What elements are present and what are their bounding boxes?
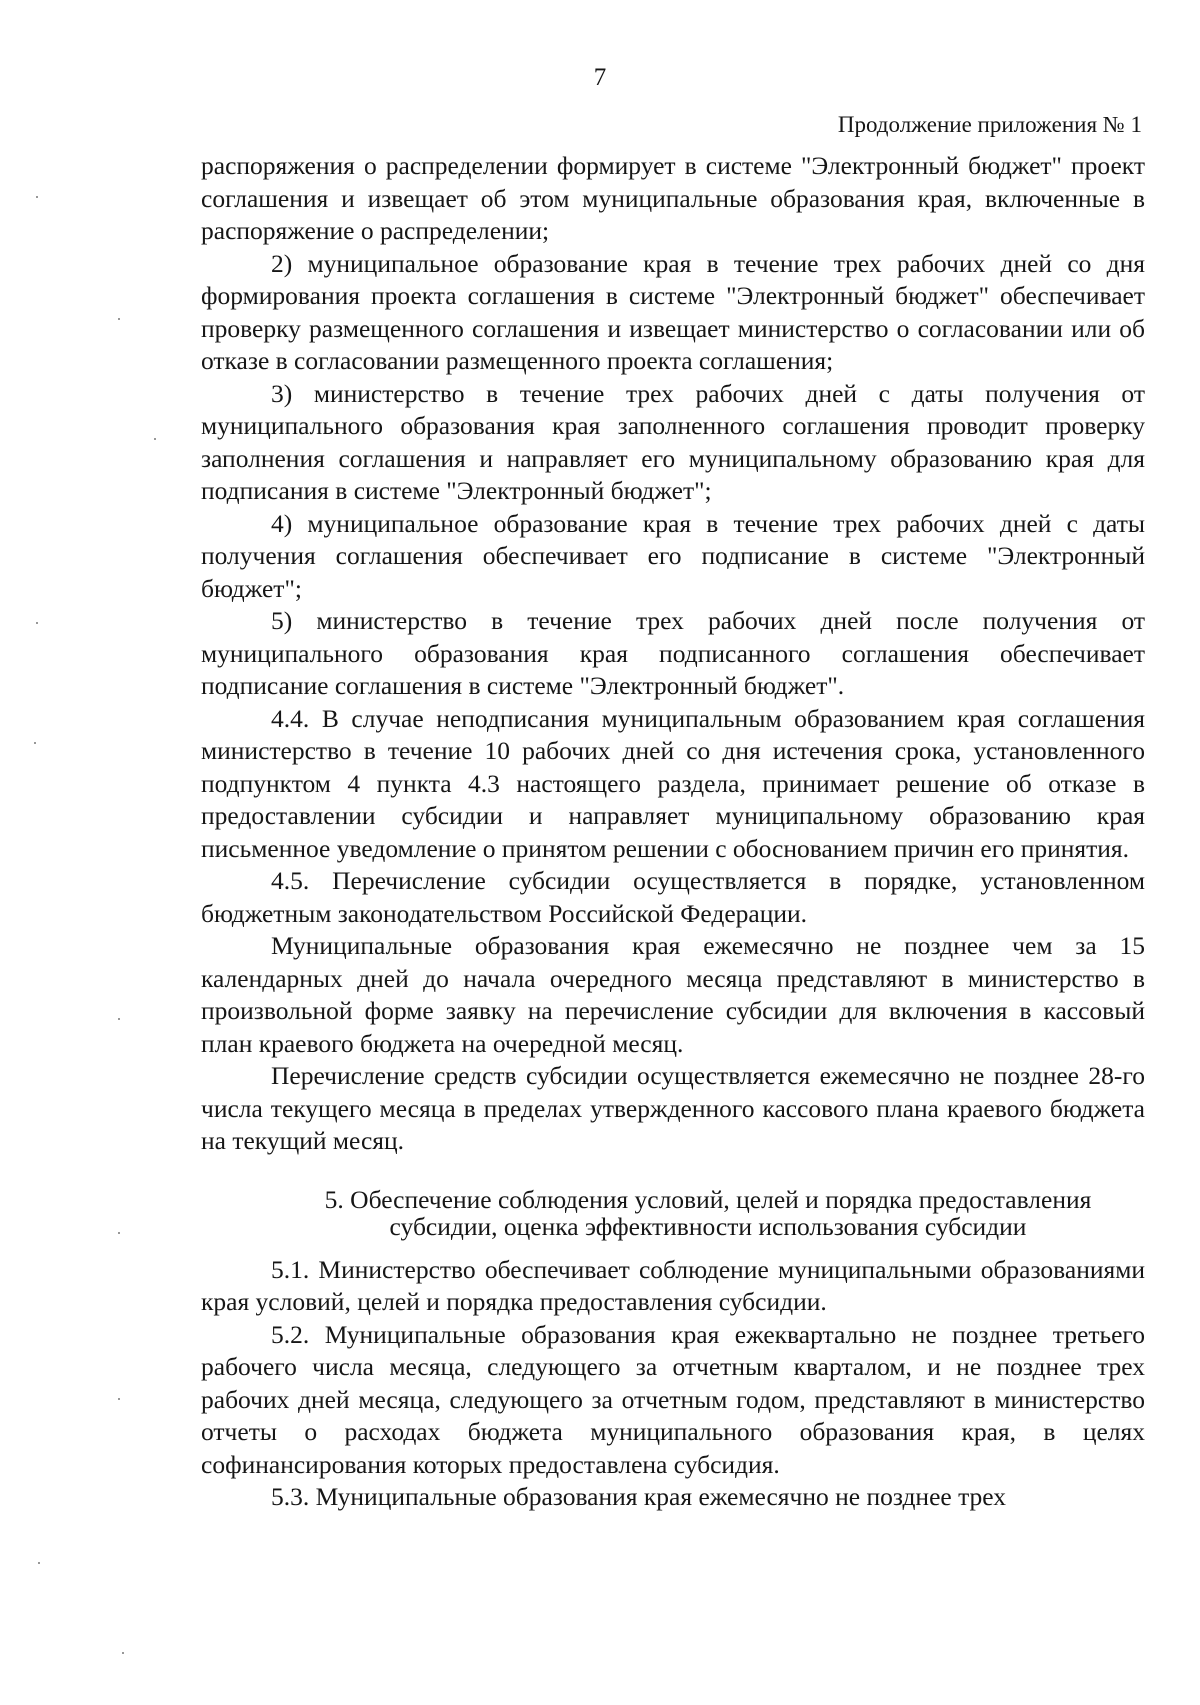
paragraph-item-2: 2) муниципальное образование края в течение трех рабочих дней со дня формирования проекта соглашения в системе "Электронный бюджет" обеспечивает проверку размещенного соглашения и извещает министерство о согласовании или об отказе в согласовании размещенного проекта соглашения; bbox=[201, 248, 1145, 375]
paragraph-4-4: 4.4. В случае неподписания муниципальным образованием края соглашения министерство в течение 10 рабочих дней со дня истечения срока, установленного подпунктом 4 пункта 4.3 настоящего раздела, принимает решение об отказе в предоставлении субсидии и направляет муниципальному образованию края письменное уведомление о принятом решении с обоснованием причин его принятия. bbox=[201, 703, 1145, 863]
scan-speck bbox=[34, 742, 36, 744]
page-number: 7 bbox=[593, 64, 607, 91]
document-body bbox=[201, 150, 1145, 1514]
paragraph-item-4: 4) муниципальное образование края в течение трех рабочих дней с даты получения соглашения обеспечивает его подписание в системе "Электронный бюджет"; bbox=[201, 508, 1145, 603]
scan-speck bbox=[118, 1398, 120, 1400]
paragraph-item-5: 5) министерство в течение трех рабочих дней после получения от муниципального образования края подписанного соглашения обеспечивает подписание соглашения в системе "Электронный бюджет". bbox=[201, 606, 1145, 700]
scan-speck bbox=[36, 622, 38, 624]
scan-speck bbox=[118, 318, 120, 320]
paragraph-5-3: 5.3. Муниципальные образования края ежемесячно не позднее трех bbox=[271, 1482, 1007, 1511]
paragraph-item-3: 3) министерство в течение трех рабочих дней с даты получения от муниципального образования края заполненного соглашения проводит проверку заполнения соглашения и направляет его муниципальному образованию края для подписания в системе "Электронный бюджет"; bbox=[201, 378, 1145, 505]
section-heading-line-2: субсидии, оценка эффективности использования субсидии bbox=[389, 1211, 1027, 1241]
scan-speck bbox=[118, 1018, 120, 1020]
paragraph-4-5: 4.5. Перечисление субсидии осуществляется в порядке, установленном бюджетным законодательством Российской Федерации. bbox=[201, 866, 1145, 928]
appendix-continuation-label: Продолжение приложения № 1 bbox=[837, 112, 1142, 137]
paragraph-transfer: Перечисление средств субсидии осуществляется ежемесячно не позднее 28-го числа текущего месяца в пределах утвержденного кассового плана краевого бюджета на текущий месяц. bbox=[201, 1061, 1145, 1155]
paragraph-continued: распоряжения о распределении формирует в системе "Электронный бюджет" проект соглашения и извещает об этом муниципальные образования края, включенные в распоряжение о распределении; bbox=[201, 151, 1145, 245]
section-heading-line-1: 5. Обеспечение соблюдения условий, целей и порядка предоставления bbox=[324, 1184, 1092, 1214]
scan-speck bbox=[122, 1652, 124, 1654]
scan-speck bbox=[36, 196, 38, 198]
paragraph-monthly-request: Муниципальные образования края ежемесячно не позднее чем за 15 календарных дней до начала очередного месяца представляют в министерство в произвольной форме заявку на перечисление субсидии для включения в кассовый план краевого бюджета на очередной месяц. bbox=[201, 931, 1145, 1058]
section-5-heading bbox=[201, 1186, 1145, 1240]
scan-speck bbox=[38, 1562, 40, 1564]
scan-speck bbox=[118, 1232, 120, 1234]
scan-speck bbox=[154, 438, 156, 440]
paragraph-5-1: 5.1. Министерство обеспечивает соблюдение муниципальными образованиями края условий, целей и порядка предоставления субсидии. bbox=[201, 1254, 1145, 1316]
paragraph-5-2: 5.2. Муниципальные образования края ежеквартально не позднее третьего рабочего числа месяца, следующего за отчетным кварталом, и не позднее трех рабочих дней месяца, следующего за отчетным годом, представляют в министерство отчеты о расходах бюджета муниципального образования края, в целях софинансирования которых предоставлена субсидия. bbox=[201, 1319, 1145, 1479]
